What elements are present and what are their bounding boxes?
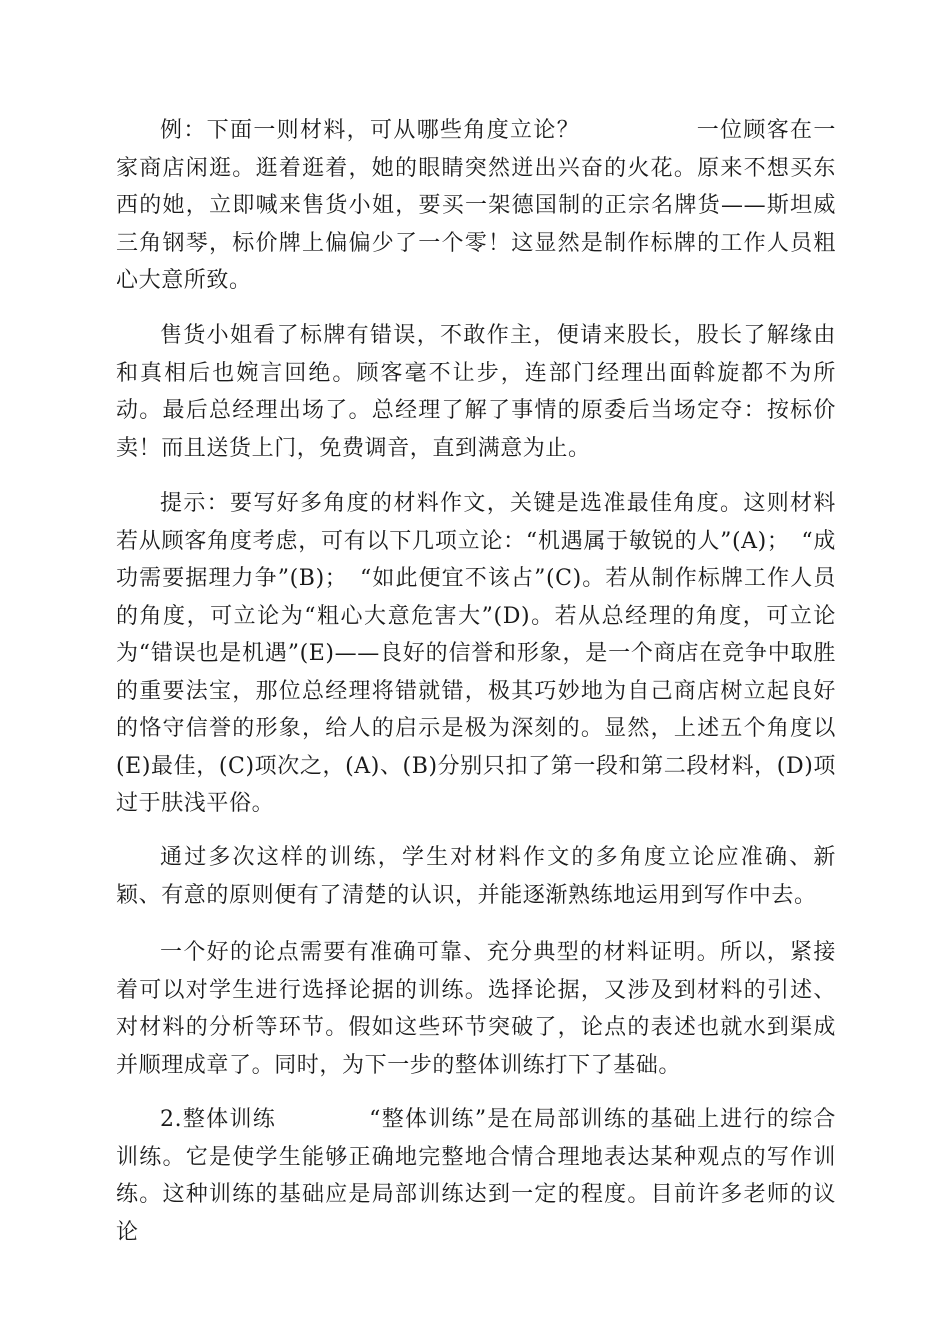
paragraph-argument-evidence: 一个好的论点需要有准确可靠、充分典型的材料证明。所以，紧接着可以对学生进行选择论据的训练。选择论据，又涉及到材料的引述、对材料的分析等环节。假如这些环节突破了，论点的表述也就水到渠成并顺理成章了。同时，为下一步的整体训练打下了基础。 xyxy=(116,940,836,1078)
paragraph-hint: 提示：要写好多角度的材料作文，关键是选准最佳角度。这则材料若从顾客角度考虑，可有以下几项立论：“机遇属于敏锐的人”(A)； “成功需要据理力争”(B)； “如此便宜不该占”(C)。若从制作标牌工作人员的角度，可立论为“粗心大意危害大”(D)。若从总经理的角度，可立论为“错误也是机遇”(E)——良好的信誉和形象，是一个商店在竞争中取胜的重要法宝，那位总经理将错就错，极其巧妙地为自己商店树立起良好的恪守信誉的形象，给人的启示是极为深刻的。显然，上述五个角度以(E)最佳，(C)项次之，(A)、(B)分别只扣了第一段和第二段材料，(D)项过于肤浅平俗。 xyxy=(116,491,836,816)
paragraph-story-continued: 售货小姐看了标牌有错误，不敢作主，便请来股长，股长了解缘由和真相后也婉言回绝。顾客毫不让步，连部门经理出面斡旋都不为所动。最后总经理出场了。总经理了解了事情的原委后当场定夺：按标价卖！而且送货上门，免费调音，直到满意为止。 xyxy=(116,323,836,461)
paragraph-training-result: 通过多次这样的训练，学生对材料作文的多角度立论应准确、新颖、有意的原则便有了清楚的认识，并能逐渐熟练地运用到写作中去。 xyxy=(116,845,836,908)
paragraph-example: 例：下面一则材料，可从哪些角度立论？ 一位顾客在一家商店闲逛。逛着逛着，她的眼睛突然迸出兴奋的火花。原来不想买东西的她，立即喊来售货小姐，要买一架德国制的正宗名牌货——斯坦威三角钢琴，标价牌上偏偏少了一个零！这显然是制作标牌的工作人员粗心大意所致。 xyxy=(116,118,836,293)
paragraph-overall-training: 2.整体训练 “整体训练”是在局部训练的基础上进行的综合训练。它是使学生能够正确地完整地合情合理地表达某种观点的写作训练。这种训练的基础应是局部训练达到一定的程度。目前许多老师的议论 xyxy=(116,1107,836,1245)
